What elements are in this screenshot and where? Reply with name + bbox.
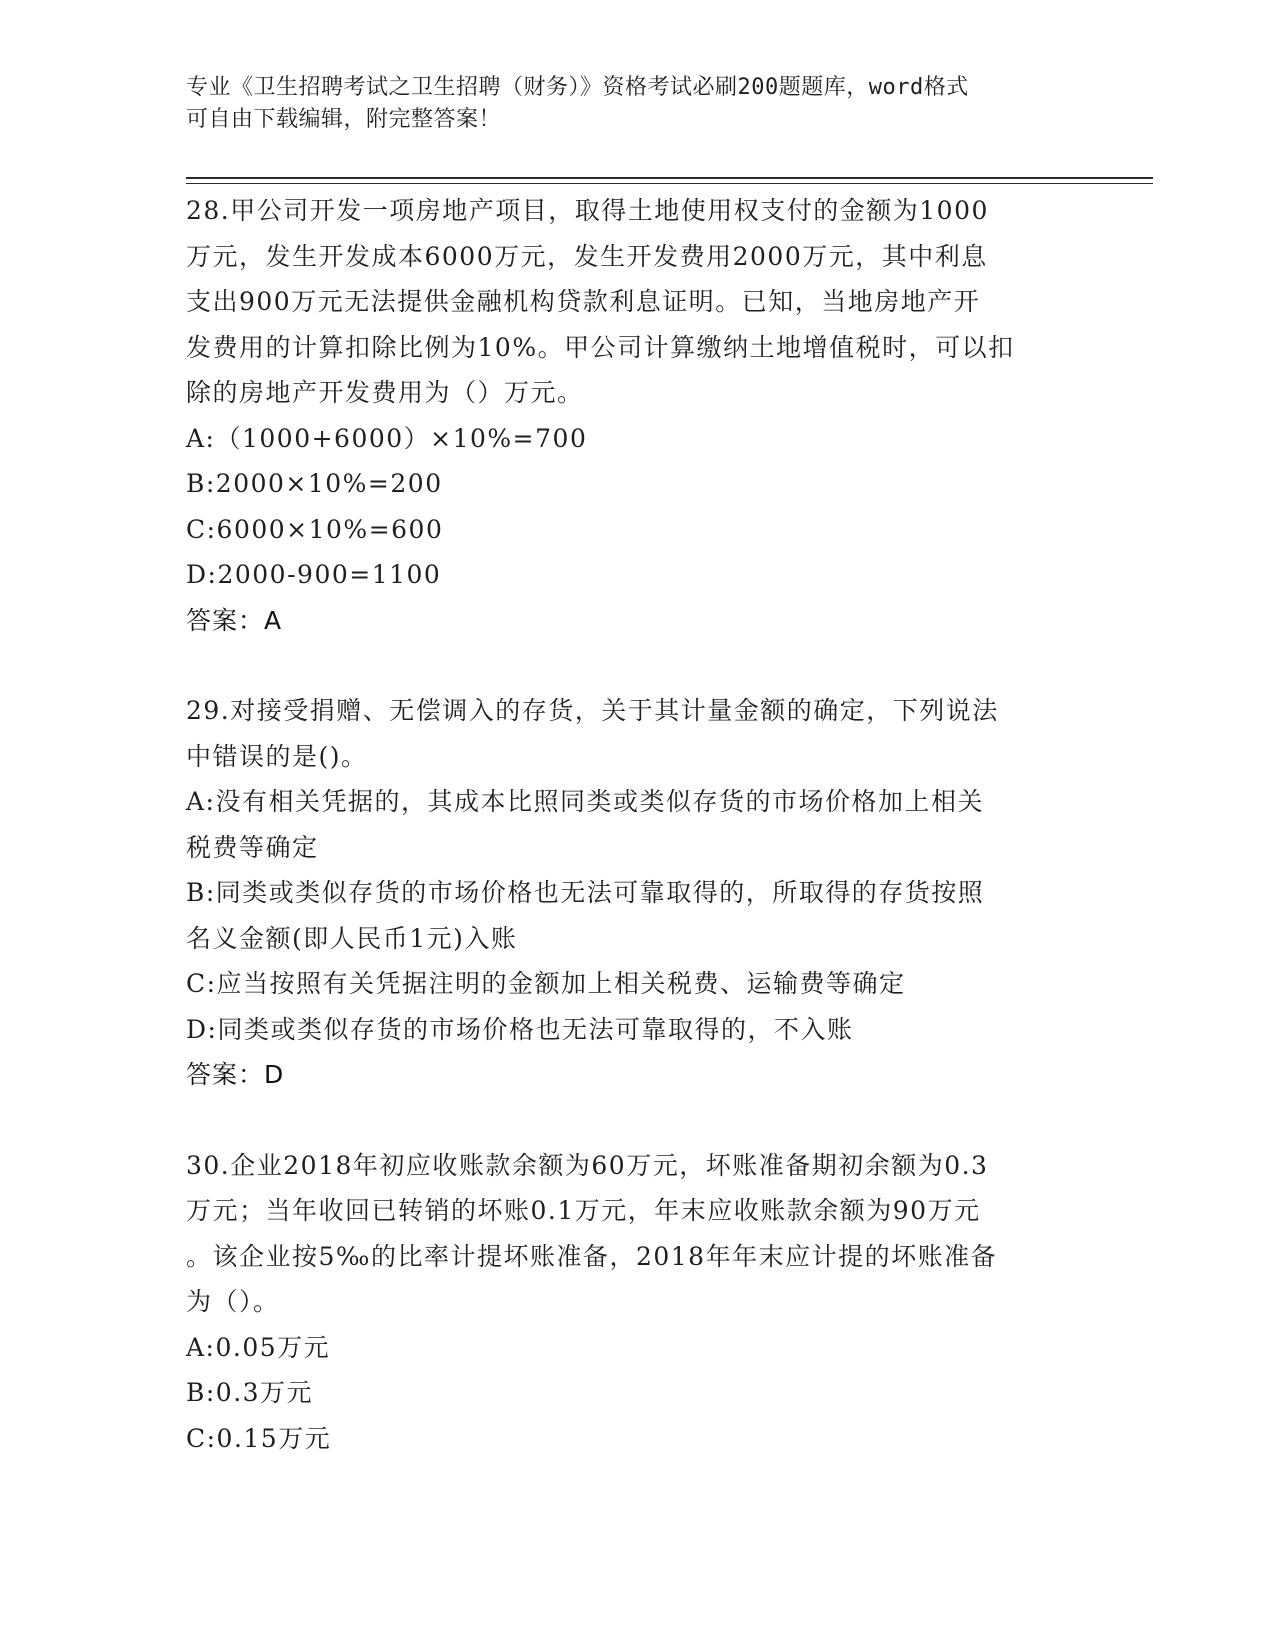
question-list — [186, 188, 1086, 1461]
question-stem: 30.企业2018年初应收账款余额为60万元，坏账准备期初余额为0.3 万元；当年收回已转销的坏账0.1万元，年末应收账款余额为90万元 。该企业按5‰的比率计提坏账准备，2018年年末应计提的坏账准备 为（）。 — [186, 1150, 998, 1316]
header-title-line-2: 可自由下载编辑，附完整答案！ — [186, 107, 502, 132]
question-30 — [186, 1143, 1086, 1462]
option-c: C:0.15万元 — [186, 1423, 332, 1453]
document-header — [186, 72, 1066, 136]
option-b: B:2000×10%=200 — [186, 469, 443, 498]
option-c: C:应当按照有关凭据注明的金额加上相关税费、运输费等确定 — [186, 969, 906, 998]
option-a: A:没有相关凭据的，其成本比照同类或类似存货的市场价格加上相关 税费等确定 — [186, 787, 984, 862]
header-divider-thick — [186, 177, 1153, 179]
question-28 — [186, 188, 1086, 643]
option-d: D:同类或类似存货的市场价格也无法可靠取得的，不入账 — [186, 1014, 854, 1044]
option-b: B:同类或类似存货的市场价格也无法可靠取得的，所取得的存货按照 名义金额(即人民币1元)入账 — [186, 878, 985, 953]
question-stem: 29.对接受捐赠、无偿调入的存货，关于其计量金额的确定，下列说法 中错误的是()。 — [186, 696, 999, 771]
option-b: B:0.3万元 — [186, 1378, 314, 1407]
option-a: A:0.05万元 — [186, 1332, 331, 1362]
question-29 — [186, 688, 1086, 1098]
header-divider-thin — [186, 183, 1153, 184]
answer-label: 答案：D — [186, 1060, 285, 1089]
question-stem: 28.甲公司开发一项房地产项目，取得土地使用权支付的金额为1000 万元，发生开发成本6000万元，发生开发费用2000万元，其中利息 支出900万元无法提供金融机构贷款利息证明。已知，当地房地产开 发费用的计算扣除比例为10%。甲公司计算缴纳土地增值税时，可以扣 除的房地产开发费用为（）万元。 — [186, 196, 1015, 407]
option-c: C:6000×10%=600 — [186, 514, 444, 544]
answer-label: 答案：A — [186, 605, 283, 635]
option-a: A:（1000+6000）×10%=700 — [186, 423, 588, 453]
header-title-line-1: 专业《卫生招聘考试之卫生招聘（财务）》资格考试必刷200题题库，word格式 — [186, 75, 969, 100]
option-d: D:2000-900=1100 — [186, 560, 442, 589]
